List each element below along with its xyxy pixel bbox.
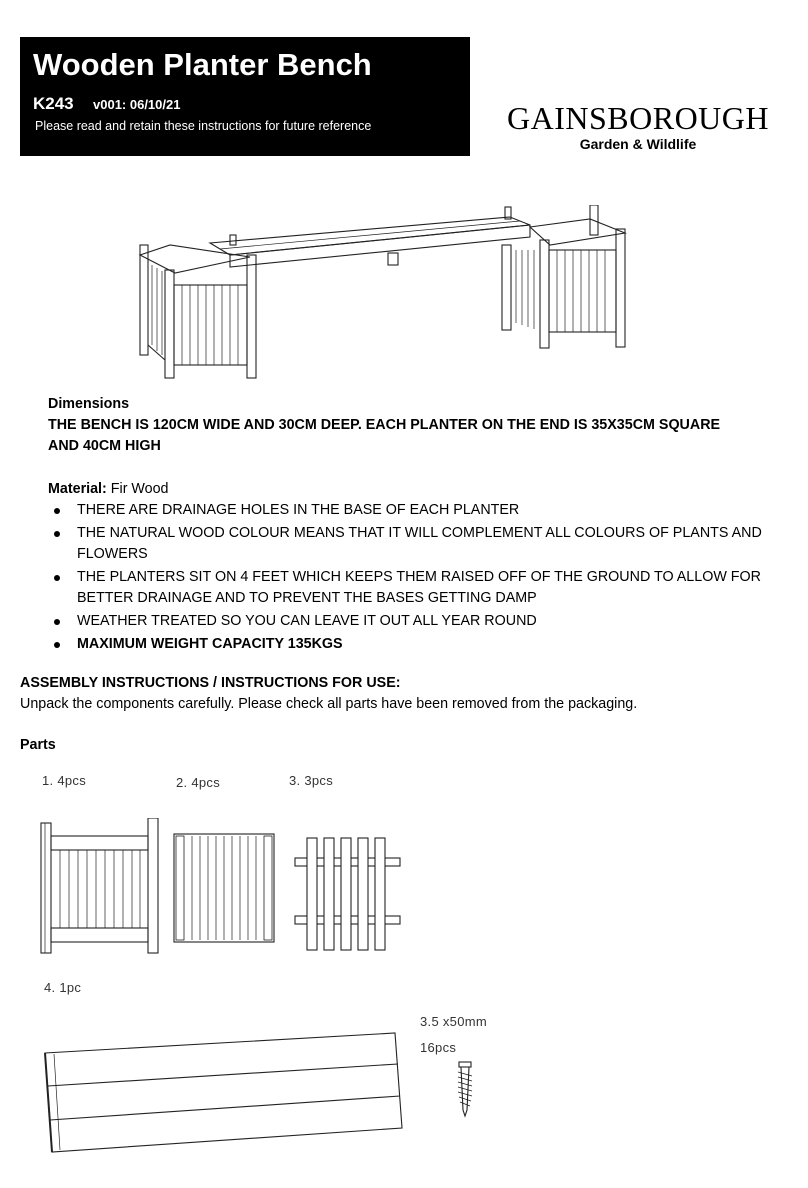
screw-icon (452, 1060, 478, 1120)
list-item: MAXIMUM WEIGHT CAPACITY 135KGS (48, 634, 768, 655)
part-2-label: 2. 4pcs (176, 775, 221, 790)
list-item: THE NATURAL WOOD COLOUR MEANS THAT IT WILL COMPLEMENT ALL COLOURS OF PLANTS AND FLOWERS (48, 523, 768, 565)
retain-note: Please read and retain these instructions for future reference (35, 119, 372, 133)
material-value: Fir Wood (110, 481, 169, 497)
material-line (48, 479, 169, 500)
screw-size-label: 3.5 x50mm (420, 1014, 488, 1029)
dimensions-text: THE BENCH IS 120CM WIDE AND 30CM DEEP. EACH PLANTER ON THE END IS 35X35CM SQUARE AND 40CM HIGH (48, 417, 721, 454)
part-2-drawing (172, 832, 282, 947)
feature-list (48, 500, 768, 657)
assembly-heading: ASSEMBLY INSTRUCTIONS / INSTRUCTIONS FOR USE: (20, 675, 401, 691)
assembly-text: Unpack the components carefully. Please check all parts have been removed from the packaging. (20, 696, 638, 712)
parts-heading: Parts (20, 737, 56, 753)
part-4-label: 4. 1pc (44, 980, 82, 995)
brand-tagline: Garden & Wildlife (579, 136, 697, 152)
document-title: Wooden Planter Bench (33, 47, 372, 82)
part-3-drawing (293, 836, 403, 954)
screw-count-label: 16pcs (420, 1040, 457, 1055)
part-1-label: 1. 4pcs (42, 773, 87, 788)
part-3-label: 3. 3pcs (289, 773, 334, 788)
list-item: THE PLANTERS SIT ON 4 FEET WHICH KEEPS THEM RAISED OFF OF THE GROUND TO ALLOW FOR BETTER DRAINAGE AND TO PREVENT THE BASES GETTING DAMP (48, 567, 768, 609)
product-code: K243 (33, 94, 74, 113)
material-label: Material: (48, 481, 107, 497)
part-4-drawing (40, 1028, 410, 1158)
list-item: THERE ARE DRAINAGE HOLES IN THE BASE OF EACH PLANTER (48, 500, 768, 521)
brand-name: GAINSBOROUGH (506, 100, 769, 136)
bench-illustration (130, 205, 640, 385)
brand-logo (488, 100, 788, 152)
title-block (20, 37, 470, 156)
list-item: WEATHER TREATED SO YOU CAN LEAVE IT OUT ALL YEAR ROUND (48, 611, 768, 632)
dimensions-heading: Dimensions (48, 396, 130, 412)
part-1-drawing (38, 818, 163, 958)
version-date: v001: 06/10/21 (93, 97, 181, 112)
